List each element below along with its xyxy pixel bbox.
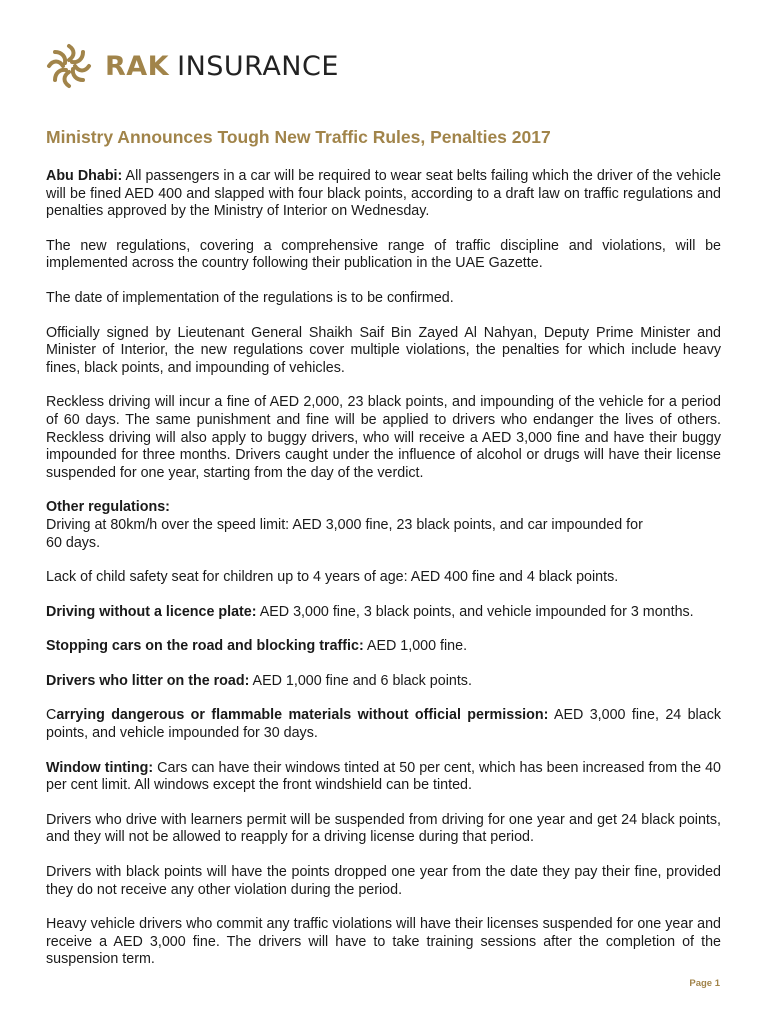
paragraph-other-regulations — [46, 499, 721, 552]
paragraph-regulations: The new regulations, covering a comprehensive range of traffic discipline and violations, will be implemented across the country following their publication in the UAE Gazette. — [46, 237, 721, 272]
paragraph-licence-plate — [46, 604, 721, 622]
danger-lead: arrying dangerous or flammable materials without official permission: — [56, 707, 549, 724]
logo-wordmark — [105, 50, 339, 82]
danger-text: AED 3,000 fine, 24 black points, and vehicle impounded for 30 days. — [46, 707, 721, 742]
paragraph-intro — [46, 168, 721, 221]
paragraph-window-tinting — [46, 760, 721, 795]
paragraph-black-points: Drivers with black points will have the points dropped one year from the date they pay their fine, provided they do not receive any other violation during the period. — [46, 864, 721, 898]
rak-emblem-icon — [45, 42, 93, 90]
licence-plate-lead: Driving without a licence plate: — [46, 603, 257, 620]
paragraph-intro-text: All passengers in a car will be required to wear seat belts failing which the driver of the vehicle will be fined AED 400 and slapped with four black points, according to a draft law on traffic regulations and penalties approved by the Ministry of Interior on Wednesday. — [46, 168, 721, 220]
paragraph-child-seat: Lack of child safety seat for children up to 4 years of age: AED 400 fine and 4 black points. — [46, 569, 619, 586]
paragraph-implementation: The date of implementation of the regulations is to be confirmed. — [46, 289, 454, 306]
licence-plate-text: AED 3,000 fine, 3 black points, and vehicle impounded for 3 months. — [256, 603, 694, 620]
stopping-text: AED 1,000 fine. — [363, 638, 468, 655]
litter-lead: Drivers who litter on the road: — [46, 672, 250, 689]
rak-insurance-logo — [45, 42, 339, 90]
speed-line-2: 60 days. — [46, 534, 101, 551]
other-regulations-heading: Other regulations: — [46, 499, 170, 516]
danger-lead-c: C — [46, 707, 57, 724]
logo-insurance-text: INSURANCE — [177, 50, 339, 82]
article-title: Ministry Announces Tough New Traffic Rules, Penalties 2017 — [46, 127, 551, 147]
paragraph-learners-permit: Drivers who drive with learners permit will be suspended from driving for one year and get 24 black points, and they will not be allowed to reapply for a driving license during that period. — [46, 811, 721, 846]
logo-rak-text: RAK — [105, 50, 170, 82]
paragraph-litter — [46, 673, 721, 691]
paragraph-reckless: Reckless driving will incur a fine of AED 2,000, 23 black points, and impounding of the vehicle for a period of 60 days. The same punishment and fine will be applied to drivers who endanger the lives of others. Reckless driving will also apply to buggy drivers, who will receive a AED 3,000 fine and have their buggy impounded for three months. Drivers caught under the influence of alcohol or drugs will have their license suspended for one year, starting from the day of the verdict. — [46, 394, 721, 481]
page-number: Page 1 — [689, 978, 720, 989]
article-body — [46, 168, 721, 986]
tint-lead: Window tinting: — [46, 759, 154, 776]
paragraph-signed: Officially signed by Lieutenant General Shaikh Saif Bin Zayed Al Nahyan, Deputy Prime Minister and Minister of Interior, the new regulations cover multiple violations, the penalties for which include heavy fines, black points, and impounding of vehicles. — [46, 324, 721, 376]
litter-text: AED 1,000 fine and 6 black points. — [249, 672, 472, 689]
paragraph-dangerous-materials — [46, 707, 721, 742]
paragraph-heavy-vehicles: Heavy vehicle drivers who commit any traffic violations will have their licenses suspended for one year and receive a AED 3,000 fine. The drivers will have to take training sessions after the completion of the suspension term. — [46, 916, 721, 968]
tint-text: Cars can have their windows tinted at 50 per cent, which has been increased from the 40 per cent limit. All windows except the front windshield can be tinted. — [46, 759, 721, 794]
paragraph-stopping — [46, 638, 721, 656]
speed-line-1: Driving at 80km/h over the speed limit: AED 3,000 fine, 23 black points, and car impounded for — [46, 516, 643, 533]
stopping-lead: Stopping cars on the road and blocking traffic: — [46, 638, 364, 655]
dateline: Abu Dhabi: — [46, 168, 123, 184]
